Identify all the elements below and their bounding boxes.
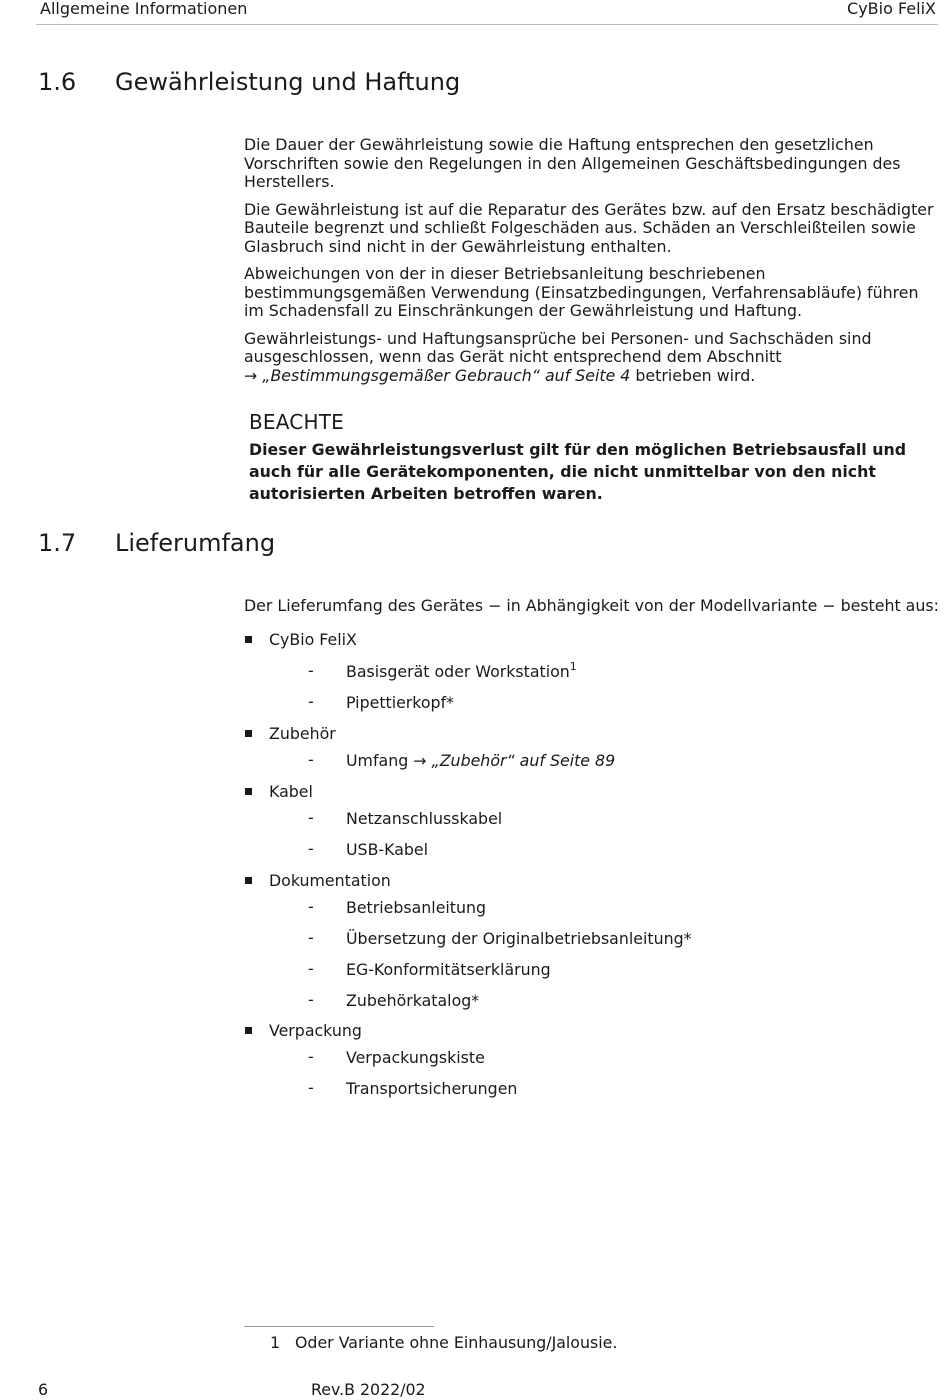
cross-reference-link[interactable]: „Zubehör“ auf Seite 89 xyxy=(431,751,616,770)
section-body-1-6 xyxy=(244,136,934,394)
sub-list-item: Pipettierkopf* xyxy=(346,693,455,712)
list-item: CyBio FeliX xyxy=(269,630,357,649)
section-number: 1.7 xyxy=(38,529,77,557)
paragraph xyxy=(244,330,934,386)
running-header-product: CyBio FeliX xyxy=(847,0,936,18)
dash-marker: - xyxy=(308,959,314,978)
section-number: 1.6 xyxy=(38,68,77,96)
dash-marker: - xyxy=(308,808,314,827)
sub-list-item: Transportsicherungen xyxy=(346,1079,518,1098)
sub-list-item: Netzanschlusskabel xyxy=(346,809,503,828)
paragraph: Die Dauer der Gewährleistung sowie die Haftung entsprechen den gesetzlichen Vorschriften sowie den Regelungen in den Allgemeinen Geschäftsbedingungen des Herstellers. xyxy=(244,135,901,191)
sub-list-item xyxy=(346,662,577,682)
sub-list-item: EG-Konformitätserklärung xyxy=(346,960,551,979)
footnote-divider xyxy=(244,1326,434,1327)
paragraph-text: Gewährleistungs- und Haftungsansprüche bei Personen- und Sachschäden sind ausgeschlossen, wenn das Gerät nicht entsprechend dem Abschnitt xyxy=(244,328,872,366)
cross-reference-link[interactable]: „Bestimmungsgemäßer Gebrauch“ auf Seite 4 xyxy=(262,365,631,385)
section-heading-1-7 xyxy=(38,529,638,559)
list-item: Zubehör xyxy=(269,724,336,743)
bullet-square-icon xyxy=(245,636,252,643)
list-item: Verpackung xyxy=(269,1021,362,1040)
section-title: Lieferumfang xyxy=(115,529,276,557)
paragraph-text: betrieben wird. xyxy=(630,365,756,385)
cross-reference-arrow: → xyxy=(413,751,427,770)
footnote-number: 1 xyxy=(270,1333,281,1352)
paragraph: Die Gewährleistung ist auf die Reparatur des Gerätes bzw. auf den Ersatz beschädigter Bauteile begrenzt und schließt Folgeschäden aus. Schäden an Verschleißteilen sowie Glasbruch sind nicht in der Gewährleistung enthalten. xyxy=(244,199,934,256)
note-title: BEACHTE xyxy=(249,410,344,434)
dash-marker: - xyxy=(308,1078,314,1097)
list-item: Dokumentation xyxy=(269,871,391,890)
dash-marker: - xyxy=(308,990,314,1009)
list-item: Kabel xyxy=(269,782,313,801)
sub-list-item-text: Basisgerät oder Workstation xyxy=(346,662,570,681)
footnote-text: Oder Variante ohne Einhausung/Jalousie. xyxy=(295,1333,618,1352)
dash-marker: - xyxy=(308,897,314,916)
paragraph: Abweichungen von der in dieser Betriebsanleitung beschriebenen bestimmungsgemäßen Verwendung (Einsatzbedingungen, Verfahrensabläufe) führen im Schadensfall zu Einschränkungen der Gewährleistung und Haftung. xyxy=(244,264,919,320)
scope-of-delivery-intro: Der Lieferumfang des Gerätes − in Abhängigkeit von der Modellvariante − besteht aus: xyxy=(244,596,939,615)
sub-list-item-text: Umfang xyxy=(346,751,414,770)
page-number: 6 xyxy=(38,1380,49,1399)
note-text: Dieser Gewährleistungsverlust gilt für den möglichen Betriebsausfall und auch für alle Gerätekomponenten, die nicht unmittelbar von den nicht autorisierten Arbeiten betroffen waren. xyxy=(249,440,907,503)
dash-marker: - xyxy=(308,1047,314,1066)
running-header-chapter: Allgemeine Informationen xyxy=(40,0,248,18)
bullet-square-icon xyxy=(245,788,252,795)
section-heading-1-6 xyxy=(38,68,638,98)
sub-list-item: Übersetzung der Originalbetriebsanleitung* xyxy=(346,929,692,948)
bullet-square-icon xyxy=(245,730,252,737)
sub-list-item: Betriebsanleitung xyxy=(346,898,487,917)
sub-list-item: Verpackungskiste xyxy=(346,1048,485,1067)
dash-marker: - xyxy=(308,750,314,769)
sub-list-item xyxy=(346,751,615,771)
header-divider xyxy=(36,24,938,25)
bullet-square-icon xyxy=(245,877,252,884)
sub-list-item: Zubehörkatalog* xyxy=(346,991,480,1010)
cross-reference-arrow: → xyxy=(244,365,258,385)
dash-marker: - xyxy=(308,661,314,680)
dash-marker: - xyxy=(308,839,314,858)
footnote-reference[interactable]: 1 xyxy=(569,660,577,673)
sub-list-item: USB-Kabel xyxy=(346,840,429,859)
revision-date: Rev.B 2022/02 xyxy=(311,1380,426,1399)
dash-marker: - xyxy=(308,692,314,711)
dash-marker: - xyxy=(308,928,314,947)
section-title: Gewährleistung und Haftung xyxy=(115,68,461,96)
bullet-square-icon xyxy=(245,1027,252,1034)
